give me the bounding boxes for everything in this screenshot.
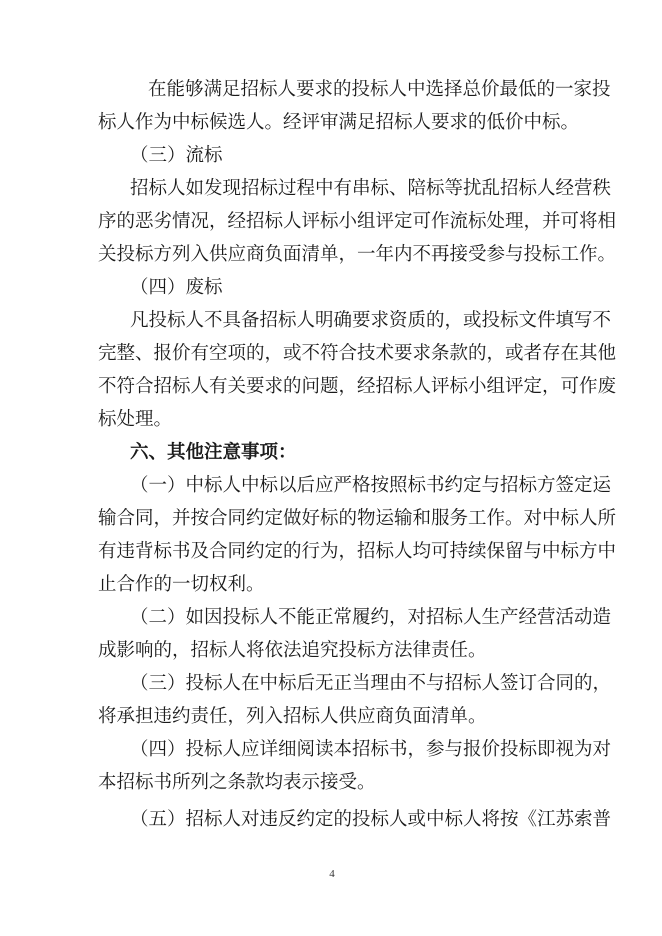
text-line: 完整、报价有空项的，或不符合技术要求条款的，或者存在其他 xyxy=(98,343,617,364)
text-line: （一）中标人中标以后应严格按照标书约定与招标方签定运 xyxy=(130,475,612,496)
text-line: 招标人如发现招标过程中有串标、陪标等扰乱招标人经营秩 xyxy=(130,178,612,199)
text-line: 本招标书所列之条款均表示接受。 xyxy=(98,772,376,793)
text-line: 在能够满足招标人要求的投标人中选择总价最低的一家投 xyxy=(148,79,611,100)
text-line: 止合作的一切权利。 xyxy=(98,574,265,595)
text-line: （四）投标人应详细阅读本招标书，参与报价投标即视为对 xyxy=(130,739,612,760)
text-line: （三）流标 xyxy=(130,145,223,166)
text-line: 成影响的，招标人将依法追究投标方法律责任。 xyxy=(98,640,487,661)
text-line: （五）招标人对违反约定的投标人或中标人将按《江苏索普 xyxy=(130,809,612,830)
text-line: 序的恶劣情况，经招标人评标小组评定可作流标处理，并可将相 xyxy=(98,211,617,232)
text-line: （二）如因投标人不能正常履约，对招标人生产经营活动造 xyxy=(130,607,612,628)
text-line: 输合同，并按合同约定做好标的物运输和服务工作。对中标人所 xyxy=(98,508,617,529)
text-line: 标处理。 xyxy=(98,409,173,430)
text-line: 不符合招标人有关要求的问题，经招标人评标小组评定，可作废 xyxy=(98,376,617,397)
text-line: 关投标方列入供应商负面清单，一年内不再接受参与投标工作。 xyxy=(98,244,617,265)
page-number: 4 xyxy=(329,868,335,880)
text-line: 将承担违约责任，列入招标人供应商负面清单。 xyxy=(98,706,487,727)
text-line: （四）废标 xyxy=(130,277,223,298)
section-heading: 六、其他注意事项： xyxy=(130,442,297,463)
text-line: 凡投标人不具备招标人明确要求资质的，或投标文件填写不 xyxy=(130,310,612,331)
text-line: （三）投标人在中标后无正当理由不与招标人签订合同的， xyxy=(130,673,612,694)
text-line: 标人作为中标候选人。经评审满足招标人要求的低价中标。 xyxy=(98,112,580,133)
text-line: 有违背标书及合同约定的行为，招标人均可持续保留与中标方中 xyxy=(98,541,617,562)
